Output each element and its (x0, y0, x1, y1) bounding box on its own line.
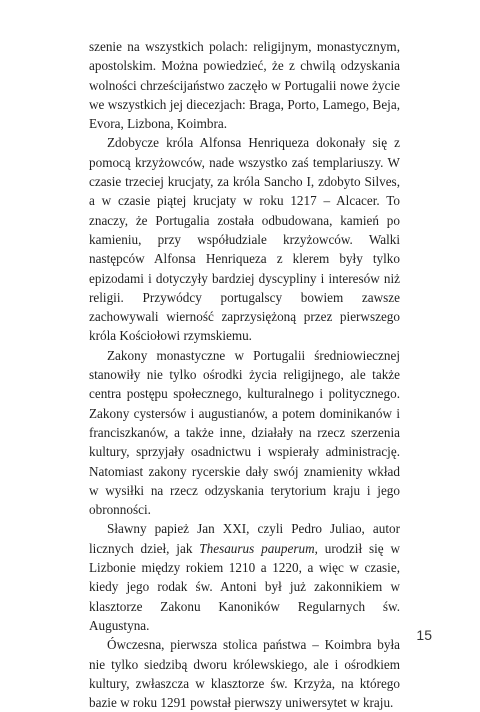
page-text (89, 37, 400, 712)
paragraph-5: Ówczesna, pierwsza stolica państwa – Koimbra była nie tylko siedzibą dworu królewskiego, ale i ośrodkiem kultury, zwłaszcza w klasztorze św. Krzyża, na którego bazie w roku 1291 powstał pierwszy uniwersytet w kraju. (89, 637, 400, 711)
paragraph-4-text-after: , urodził się w Lizbonie między rokiem 1210 a 1220, a więc w czasie, kiedy jego rodak św. Antoni był już zakonnikiem w klasztorze Zakonu Kanoników Regularnych św. Augustyna. (89, 540, 400, 633)
paragraph-4 (89, 519, 400, 635)
paragraph-4-text-before: Sławny papież Jan XXI, czyli Pedro Juliao, autor licznych dzieł, jak (89, 521, 400, 556)
book-title: Thesaurus pauperum (199, 540, 315, 556)
paragraph-3: Zakony monastyczne w Portugalii średniowiecznej stanowiły nie tylko ośrodki życia religijnego, ale także centra postępu społecznego, kulturalnego i politycznego. Zakony cystersów i augustianów, a potem dominikanów i franciszkanów, a także inne, działały na rzecz szerzenia kultury, sprzyjały osadnictwu i wspierały administrację. Natomiast zakony rycerskie dały swój znamienity wkład w wysiłki na rzecz odzyskania terytorium kraju i jego obronności. (89, 347, 400, 518)
paragraph-1: szenie na wszystkich polach: religijnym, monastycznym, apostolskim. Można powiedzieć, że z chwilą odzyskania wolności chrześcijaństwo zaczęło w Portugalii nowe życie we wszystkich jej diecezjach: Braga, Porto, Lamego, Beja, Evora, Lizbona, Koimbra. (89, 39, 400, 132)
paragraph-2: Zdobycze króla Alfonsa Henriqueza dokonały się z pomocą krzyżowców, nade wszystko zaś templariuszy. W czasie trzeciej krucjaty, za króla Sancho I, zdobyto Silves, a w czasie piątej krucjaty w roku 1217 – Alcacer. To znaczy, że Portugalia została odbudowana, kamień po kamieniu, przy współudziale krzyżowców. Walki następców Alfonsa Henriqueza z klerem były tylko epizodami i dotyczyły bardziej dyscypliny i interesów niż religii. Przywódcy portugalscy bowiem zawsze zachowywali wierność zaprzysiężoną przez pierwszego króla Kościołowi rzymskiemu. (89, 135, 400, 344)
page-number: 15 (416, 627, 432, 643)
